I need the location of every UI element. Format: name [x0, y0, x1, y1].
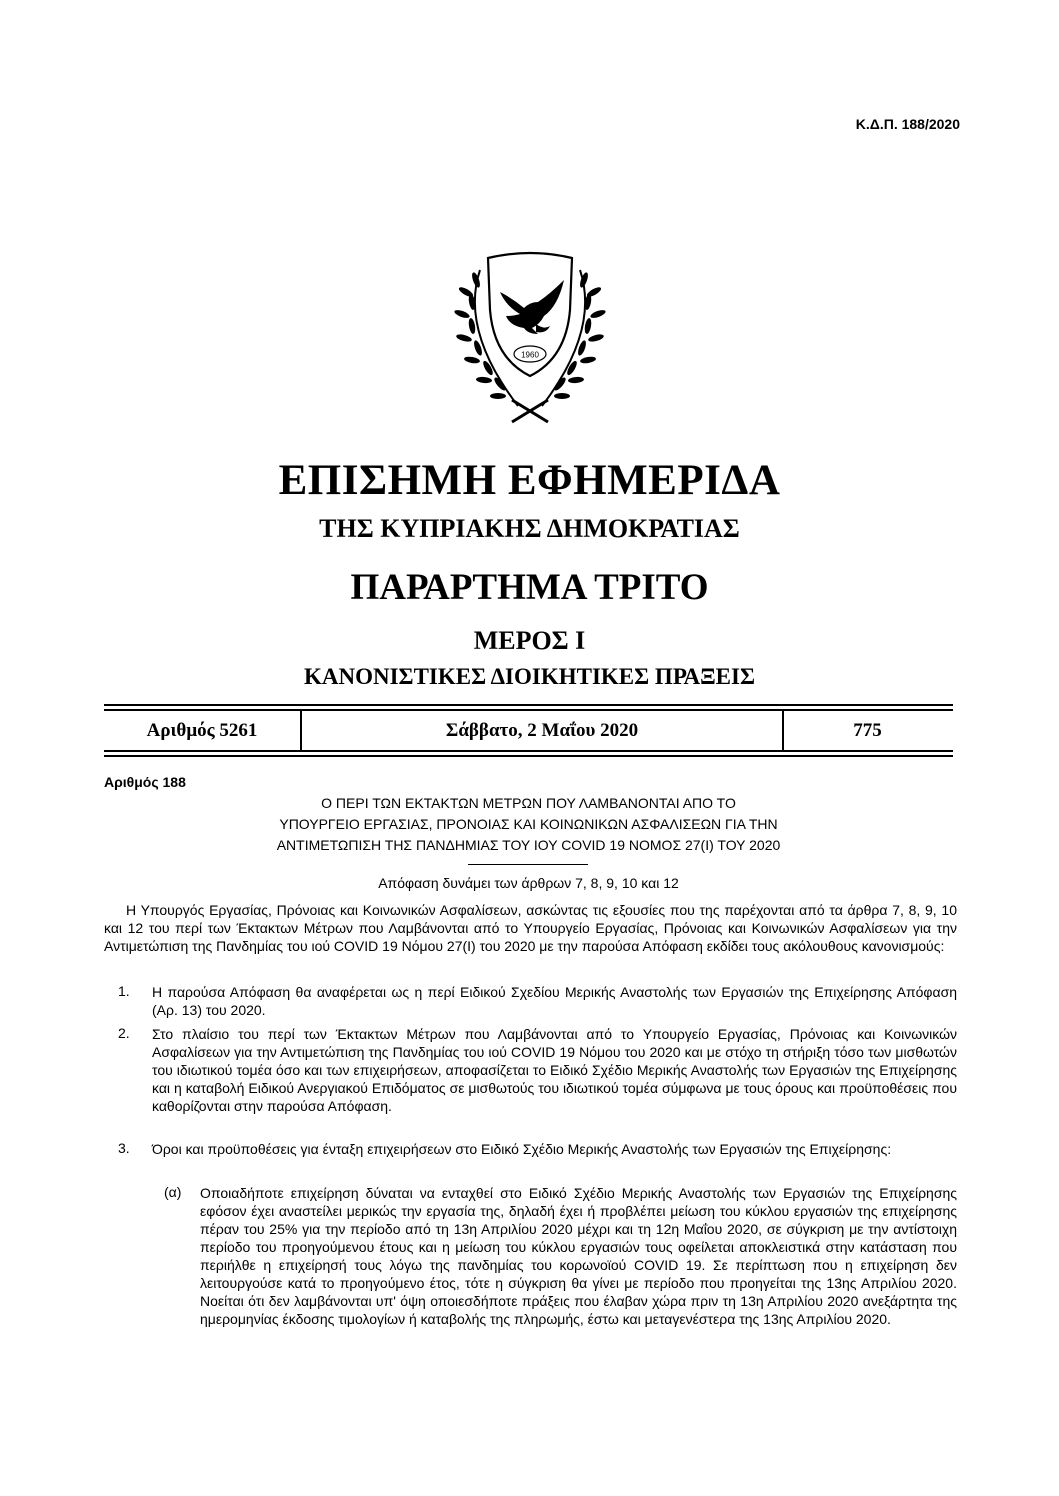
gazette-title: ΕΠΙΣΗΜΗ ΕΦΗΜΕΡΙΔΑ [278, 457, 781, 504]
coat-of-arms-icon [440, 250, 620, 428]
issue-date: Σάββατο, 2 Μαΐου 2020 [300, 711, 784, 750]
divider [104, 755, 953, 757]
issue-number: Αριθμός 5261 [146, 720, 258, 741]
decision-heading: Απόφαση δυνάμει των άρθρων 7, 8, 9, 10 και 12 [378, 875, 679, 891]
law-title-line: Ο ΠΕΡΙ ΤΩΝ ΕΚΤΑΚΤΩΝ ΜΕΤΡΩΝ ΠΟΥ ΛΑΜΒΑΝΟΝΤΑΙ ΑΠΟ ΤΟ [321, 795, 736, 811]
intro-paragraph: Η Υπουργός Εργασίας, Πρόνοιας και Κοινωνικών Ασφαλίσεων, ασκώντας τις εξουσίες που της παρέχονται από τα άρθρα 7, 8, 9, 10 και 12 του περί των Έκτακτων Μέτρων που Λαμβάνονται από το Υπουργείο Εργασίας, Πρόνοιας και Κοινωνικών Ασφαλίσεων για την Αντιμετώπιση της Πανδημίας του ιού COVID 19 Νόμου 27(Ι) του 2020 με την παρούσα Απόφαση εκδίδει τους ακόλουθους κανονισμούς: [104, 902, 957, 954]
item-text: Όροι και προϋποθέσεις για ένταξη επιχειρήσεων στο Ειδικό Σχέδιο Μερικής Αναστολής των Εργασιών της Επιχείρησης: [152, 1141, 892, 1157]
emblem-year: 1960 [521, 350, 539, 360]
law-title-line: ΑΝΤΙΜΕΤΩΠΙΣΗ ΤΗΣ ΠΑΝΔΗΜΙΑΣ ΤΟΥ ΙΟΥ COVID 19 ΝΟΜΟΣ 27(Ι) ΤΟΥ 2020 [276, 837, 781, 853]
divider [468, 864, 588, 865]
sub-item-label: (α) [164, 1184, 182, 1200]
item-number: 3. [118, 1140, 130, 1156]
item-text: Στο πλαίσιο του περί των Έκτακτων Μέτρων που Λαμβάνονται από το Υπουργείο Εργασίας, Πρόνοιας και Κοινωνικών Ασφαλίσεων για την Αντιμετώπιση της Πανδημίας του ιού COVID 19 Νόμου του 2020 και με στόχο τη στήριξη τόσο των μισθωτών του ιδιωτικού τομέα όσο και των επιχειρήσεων, αποφασίζεται το Ειδικό Σχέδιο Μερικής Αναστολής των Εργασιών της Επιχείρησης και η καταβολή Ειδικού Ανεργιακού Επιδόματος σε μισθωτούς του ιδιωτικού τομέα σύμφωνα με τους όρους και προϋποθέσεις που καθορίζονται στην παρούσα Απόφαση. [152, 1026, 957, 1114]
sub-item-text: Οποιαδήποτε επιχείρηση δύναται να ενταχθεί στο Ειδικό Σχέδιο Μερικής Αναστολής των Εργασιών της Επιχείρησης εφόσον έχει αναστείλει μερικώς την εργασία της, δηλαδή έχει ή προβλέπει μείωση του κύκλου εργασιών της επιχείρησης πέραν του 25% για την περίοδο από τη 13η Απριλίου 2020 μέχρι και τη 12η Μαΐου 2020, σε σύγκριση με την αντίστοιχη περίοδο του προηγούμενου έτους και η μείωση του κύκλου εργασιών τους οφείλεται αποκλειστικά στην κατάσταση που περιήλθε η επιχείρησή τους λόγω της πανδημίας του κορωνοϊού COVID 19. Σε περίπτωση που η επιχείρηση δεν λειτουργούσε κατά το προηγούμενο έτος, τότε η σύγκριση θα γίνει με περίοδο που προηγείται της 13ης Απριλίου 2020. Νοείται ότι δεν λαμβάνονται υπ' όψη οποιεσδήποτε πράξεις που έλαβαν χώρα πριν τη 13η Απριλίου 2020 ανεξάρτητα της ημερομηνίας έκδοσης τιμολογίων ή καταβολής της πληρωμής, έστω και μεταγενέστερα της 13ης Απριλίου 2020. [200, 1185, 957, 1327]
document-reference: Κ.Δ.Π. 188/2020 [855, 116, 960, 132]
page-number: 775 [853, 720, 882, 741]
item-text: Η παρούσα Απόφαση θα αναφέρεται ως η περί Ειδικού Σχεδίου Μερικής Αναστολής των Εργασιών της Επιχείρησης Απόφαση (Αρ. 13) του 2020. [152, 984, 957, 1018]
supplement-title: ΠΑΡΑΡΤΗΜΑ ΤΡΙΤΟ [350, 567, 709, 608]
item-number: 1. [118, 983, 130, 999]
gazette-subtitle: ΤΗΣ ΚΥΠΡΙΑΚΗΣ ΔΗΜΟΚΡΑΤΙΑΣ [319, 514, 740, 543]
law-title [104, 793, 953, 856]
section-title: ΚΑΝΟΝΙΣΤΙΚΕΣ ΔΙΟΙΚΗΤΙΚΕΣ ΠΡΑΞΕΙΣ [303, 664, 755, 689]
act-number: Αριθμός 188 [104, 774, 186, 790]
issue-info-row [104, 711, 953, 750]
divider [104, 704, 953, 706]
divider [104, 750, 953, 752]
part-title: ΜΕΡΟΣ Ι [473, 626, 586, 655]
item-number: 2. [118, 1025, 130, 1041]
law-title-line: ΥΠΟΥΡΓΕΙΟ ΕΡΓΑΣΙΑΣ, ΠΡΟΝΟΙΑΣ ΚΑΙ ΚΟΙΝΩΝΙΚΩΝ ΑΣΦΑΛΙΣΕΩΝ ΓΙΑ ΤΗΝ [279, 816, 778, 832]
